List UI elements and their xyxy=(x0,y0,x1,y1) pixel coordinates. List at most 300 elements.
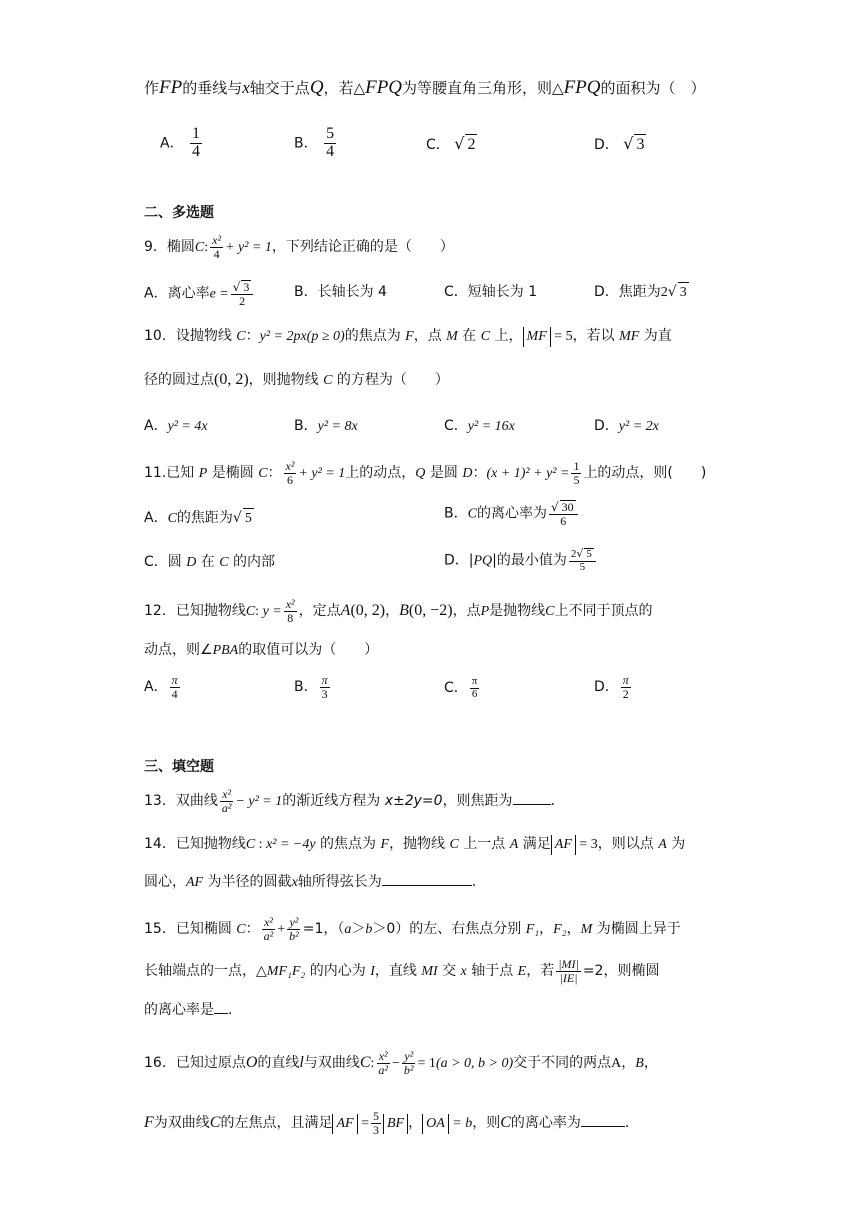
math: M xyxy=(580,922,593,938)
q13-fraction xyxy=(220,788,234,814)
math: C xyxy=(245,837,256,852)
text: . xyxy=(550,793,556,810)
abs-math: AF xyxy=(551,835,576,855)
text: ，抛物线 xyxy=(389,836,450,852)
math: A xyxy=(509,837,519,852)
math: P xyxy=(480,604,490,620)
fraction xyxy=(621,674,631,700)
math: = 3 xyxy=(575,837,598,852)
text: 上的动点，则( ) xyxy=(583,465,707,482)
math: D xyxy=(462,466,473,482)
math: P xyxy=(198,466,208,482)
q11-option-d[interactable] xyxy=(444,548,598,573)
math: MF₁F₂ xyxy=(266,964,306,980)
sqrt-icon: √ xyxy=(550,500,559,514)
q8-text-0: 作 xyxy=(144,79,160,97)
math: + y² = 1 xyxy=(298,466,346,482)
text: ＞ xyxy=(351,921,366,938)
text: ，点 xyxy=(413,328,447,344)
numerator: π xyxy=(321,673,328,687)
q9-stem-line xyxy=(144,234,454,260)
text: 的焦点为 xyxy=(344,328,406,344)
math: C xyxy=(323,373,333,388)
option-label: A． xyxy=(160,135,184,152)
text: ： xyxy=(267,465,282,482)
text: 为 xyxy=(666,836,686,852)
text: ，若以 xyxy=(572,328,620,344)
option-label: B．长轴长为 4 xyxy=(294,284,387,300)
abs-math: AF xyxy=(332,1114,357,1134)
denominator: a² xyxy=(378,1062,389,1077)
section-heading-fill-in: 三、填空题 xyxy=(144,759,214,775)
math: C xyxy=(245,604,256,620)
q8-text-8: 为等腰直角三角形，则△ xyxy=(402,79,564,97)
math: y² = 2x xyxy=(618,419,659,434)
answer-blank[interactable] xyxy=(214,1013,228,1014)
denominator: 3 xyxy=(321,686,328,701)
q13-stem-line xyxy=(144,788,555,814)
denominator: 4 xyxy=(192,142,201,160)
q8-math-q: Q xyxy=(309,77,324,98)
text: =1，（ xyxy=(302,921,345,938)
q11-fraction-2 xyxy=(571,460,581,486)
q8-option-b[interactable] xyxy=(294,126,338,161)
text: 的直线 xyxy=(257,1055,300,1072)
q15-stem-line-3 xyxy=(144,1000,232,1020)
option-label: D． xyxy=(594,679,619,696)
q9-option-a[interactable] xyxy=(144,280,255,307)
text: |的最小值为 xyxy=(492,552,567,569)
math: A xyxy=(611,1056,622,1072)
text: 上一点 xyxy=(458,836,510,852)
q9-colon: : xyxy=(204,240,209,256)
math: E xyxy=(517,964,527,980)
q8-math-fpq2: FPQ xyxy=(563,77,601,98)
text: 与双曲线 xyxy=(303,1055,360,1072)
answer-blank[interactable] xyxy=(581,1126,625,1127)
answer-blank[interactable] xyxy=(513,804,551,805)
numerator: x² xyxy=(285,597,295,611)
math: : xyxy=(255,604,263,620)
text: . xyxy=(624,1115,630,1132)
q12-option-b[interactable] xyxy=(294,674,332,700)
option-label: B． xyxy=(294,135,318,152)
math: b xyxy=(365,922,373,938)
text: 的内心为 xyxy=(305,963,371,980)
text: 的焦距为 xyxy=(176,510,233,526)
numerator: π xyxy=(622,673,629,687)
q8-text-4: 轴交于点 xyxy=(249,79,310,97)
numerator: |MI| xyxy=(558,957,579,971)
text: 10．设抛物线 xyxy=(144,328,237,344)
math: (x + 1)² + y² = xyxy=(486,466,570,482)
math: C xyxy=(167,511,177,526)
q8-option-c[interactable] xyxy=(426,134,477,155)
text: 上不同于顶点的 xyxy=(554,603,653,620)
math: C xyxy=(236,329,246,344)
math: C xyxy=(209,1114,221,1132)
math: C xyxy=(236,922,246,938)
math: − y² = 1 xyxy=(235,794,283,810)
math: C xyxy=(467,506,477,522)
text: 为直 xyxy=(639,328,672,344)
math: (0, 2) xyxy=(214,371,249,388)
q9-math-rest: + y² = 1 xyxy=(225,240,272,256)
math: y² = 4x xyxy=(167,419,208,434)
denominator: 2 xyxy=(622,686,629,701)
fraction xyxy=(170,674,180,700)
q8-text-10: 的面积为（ ） xyxy=(600,79,706,97)
text: 14．已知抛物线 xyxy=(144,836,246,852)
math: = xyxy=(357,1116,369,1132)
math: MF xyxy=(619,329,640,344)
q11-stem-line xyxy=(144,460,706,486)
text: ， xyxy=(643,1055,658,1072)
text: ，则 xyxy=(472,1115,501,1132)
math: Q xyxy=(415,466,426,482)
math: e = xyxy=(209,286,229,302)
q11-d-fraction xyxy=(569,548,596,573)
radicand: 3 xyxy=(243,280,250,294)
numerator: π xyxy=(171,673,178,687)
text: 15．已知椭圆 xyxy=(144,921,237,938)
option-label: D．焦距为 xyxy=(594,284,661,300)
q11-fraction-1 xyxy=(284,460,297,486)
q11-option-b[interactable] xyxy=(444,500,580,527)
sqrt-icon: √ xyxy=(623,134,634,153)
math: PQ xyxy=(473,553,493,569)
text: 为双曲线 xyxy=(153,1115,210,1132)
q16-fraction-1 xyxy=(376,1050,390,1076)
text: 轴于点 xyxy=(466,963,518,980)
abs-math: OA xyxy=(422,1114,449,1134)
text: . xyxy=(228,1002,233,1018)
text: 交于不同的两点 xyxy=(513,1055,612,1072)
radicand: 3 xyxy=(636,136,645,153)
text: 圆心， xyxy=(144,874,186,890)
q10-stem-line-2 xyxy=(144,370,449,391)
numerator: 1 xyxy=(192,125,201,142)
q11-option-c[interactable] xyxy=(144,552,275,573)
denominator: 2 xyxy=(239,293,246,308)
q8-stem-line xyxy=(144,78,706,98)
math: y² = 2px(p ≥ 0) xyxy=(259,329,345,344)
math: B xyxy=(399,602,409,620)
math: AF xyxy=(186,875,204,890)
numerator: x² xyxy=(285,459,295,473)
math: + xyxy=(277,922,286,938)
numerator: 5 xyxy=(372,1109,379,1123)
q9-text: 9．椭圆 xyxy=(144,239,195,256)
denominator: 6 xyxy=(287,472,293,487)
coefficient: 2 xyxy=(570,548,577,560)
text: 是椭圆 xyxy=(207,465,259,482)
q9-fraction xyxy=(210,234,223,260)
math: : xyxy=(255,837,267,852)
math: x xyxy=(460,964,467,980)
text: 径的圆过点 xyxy=(144,372,214,388)
denominator: 5 xyxy=(573,472,580,487)
math: M xyxy=(446,329,458,344)
text: ， xyxy=(566,921,581,938)
q12-stem-line-2 xyxy=(144,640,378,661)
sqrt-icon: √ xyxy=(232,510,242,526)
text: ，则焦距为 xyxy=(442,793,513,810)
radicand: 2 xyxy=(467,136,476,153)
radicand: 5 xyxy=(586,548,592,560)
text: . xyxy=(471,874,477,890)
math: C xyxy=(258,466,268,482)
option-label: B． xyxy=(294,679,318,696)
q9-option-b[interactable] xyxy=(294,282,387,302)
math: = 1 xyxy=(417,1056,436,1072)
q11-option-a[interactable] xyxy=(144,508,254,529)
q12-option-a[interactable] xyxy=(144,674,182,700)
math: = b xyxy=(448,1116,473,1132)
q16-fraction-3 xyxy=(371,1110,381,1136)
option-label: C． xyxy=(426,137,450,153)
text: 11.已知 xyxy=(144,465,199,482)
q8-option-d[interactable] xyxy=(594,134,646,155)
q10-option-b[interactable] xyxy=(294,416,358,437)
text: 在 xyxy=(196,554,220,570)
math: x xyxy=(291,875,298,890)
text: ，定点 xyxy=(298,603,341,620)
math: F₁ xyxy=(525,922,540,938)
denominator: 4 xyxy=(213,246,220,261)
text: 的内部 xyxy=(228,554,276,570)
text: 上， xyxy=(490,328,523,344)
denominator: a² xyxy=(221,800,232,815)
text: 交 xyxy=(437,963,461,980)
q8-math-fp: FP xyxy=(159,77,183,98)
math: C xyxy=(500,1114,511,1132)
numerator: y² xyxy=(289,915,299,929)
q10-option-a[interactable] xyxy=(144,416,208,437)
q10-option-d[interactable] xyxy=(594,416,659,437)
text: ，则以点 xyxy=(597,836,659,852)
numerator: π xyxy=(471,675,478,687)
text: 13．双曲线 xyxy=(144,793,218,810)
q15-fraction-1 xyxy=(262,916,276,942)
text: 的离心率是 xyxy=(144,1002,214,1018)
text: 的取值可以为（ ） xyxy=(238,642,379,658)
math: I xyxy=(370,964,375,980)
option-label: A．离心率 xyxy=(144,285,210,302)
sqrt-icon: √ xyxy=(576,547,584,560)
option-label: A． xyxy=(144,510,168,526)
q9-option-c[interactable] xyxy=(444,282,537,302)
option-label: C． xyxy=(444,680,468,697)
math: x±2y=0 xyxy=(384,793,443,810)
math: y = xyxy=(262,604,282,620)
q16-fraction-2 xyxy=(402,1050,416,1076)
math: C xyxy=(545,604,555,620)
math: O xyxy=(245,1054,258,1072)
q8-math-fpq1: FPQ xyxy=(365,77,403,98)
q8-text-2: 的垂线与 xyxy=(182,79,243,97)
radicand: 5 xyxy=(243,508,254,529)
numerator: x² xyxy=(222,787,232,801)
denominator: 8 xyxy=(287,610,294,625)
section-heading-multiple-choice: 二、多选题 xyxy=(144,205,214,221)
math: D xyxy=(186,555,197,570)
text: 的焦点为 xyxy=(315,836,381,852)
text: 的渐近线方程为 xyxy=(282,793,385,810)
math: 2 xyxy=(660,285,668,300)
numerator: x² xyxy=(378,1049,388,1063)
math: x² = −4y xyxy=(266,837,316,852)
math: C xyxy=(449,837,459,852)
numerator: x² xyxy=(212,233,222,247)
option-label: C． xyxy=(444,418,468,434)
math: a xyxy=(344,922,352,938)
abs-math: BF xyxy=(383,1114,408,1134)
sqrt-icon: √ xyxy=(232,280,241,294)
q9-a-fraction xyxy=(231,280,254,307)
numerator: y² xyxy=(404,1049,414,1063)
option-label: D． xyxy=(594,418,619,434)
option-label: C．短轴长为 1 xyxy=(444,284,538,300)
text: 的离心率为 xyxy=(476,505,547,522)
text: ， xyxy=(539,921,554,938)
option-label: A． xyxy=(144,418,168,434)
text: ： xyxy=(245,921,260,938)
text: 为椭圆上异于 xyxy=(592,921,681,938)
denominator: a² xyxy=(263,928,274,943)
q12-stem-line-1 xyxy=(144,598,652,624)
text: ，点 xyxy=(452,603,481,620)
radicand: 3 xyxy=(678,282,689,303)
math: C xyxy=(480,329,491,344)
q8-option-a[interactable] xyxy=(160,126,204,161)
q9-text-end: ，下列结论正确的是（ ） xyxy=(271,239,454,256)
math: A xyxy=(340,602,351,620)
math: = 5 xyxy=(550,329,573,344)
option-label: B． xyxy=(444,505,468,522)
math: C xyxy=(359,1054,371,1072)
text: 动点，则∠ xyxy=(144,642,213,658)
q15-stem-line-1 xyxy=(144,916,681,942)
q16-stem-line-2 xyxy=(144,1110,629,1136)
option-label: B． xyxy=(294,418,318,434)
text: 是抛物线 xyxy=(489,603,546,620)
denominator: 4 xyxy=(326,142,335,160)
q8-b-fraction xyxy=(324,126,336,161)
text: ＞0）的左、右焦点分别 xyxy=(372,921,526,938)
math: F xyxy=(380,837,390,852)
text: 的左焦点，且满足 xyxy=(220,1115,333,1132)
text: 16．已知过原点 xyxy=(144,1055,246,1072)
math: : xyxy=(370,1056,375,1072)
denominator: 4 xyxy=(171,686,178,701)
sqrt-icon: √ xyxy=(454,134,465,153)
q15-fraction-3 xyxy=(556,958,581,984)
denominator: 6 xyxy=(560,513,567,528)
numerator: 5 xyxy=(326,125,335,142)
q12-option-d[interactable] xyxy=(594,674,633,700)
option-label: A． xyxy=(144,679,168,696)
q15-stem-line-2 xyxy=(144,958,659,984)
text: 长轴端点的一点，△ xyxy=(144,963,267,980)
math: F₂ xyxy=(553,922,567,938)
text: 满足 xyxy=(518,836,551,852)
text: ，直线 xyxy=(374,963,422,980)
math: (0, 2) xyxy=(350,602,386,620)
q9-math-c: C xyxy=(194,240,205,256)
text: ，若 xyxy=(526,963,555,980)
q10-stem-line-1 xyxy=(144,326,672,347)
math: MI xyxy=(421,964,438,980)
text: ： xyxy=(245,328,260,344)
denominator: b² xyxy=(403,1062,414,1077)
math: PBA xyxy=(212,643,239,658)
math: y² = 8x xyxy=(317,419,358,434)
text: 为半径的圆截 xyxy=(203,874,292,890)
denominator: |IE| xyxy=(559,970,578,985)
fraction xyxy=(320,674,330,700)
numerator: 1 xyxy=(573,459,580,473)
math: B xyxy=(635,1056,644,1072)
radicand: 30 xyxy=(561,500,574,514)
text: 在 xyxy=(457,328,481,344)
text: 上的动点， xyxy=(345,465,416,482)
q11-b-fraction xyxy=(549,500,578,527)
math: (a > 0, b > 0) xyxy=(435,1056,514,1072)
math: l xyxy=(299,1054,304,1072)
math: y² = 16x xyxy=(467,419,515,434)
math: − xyxy=(392,1056,400,1072)
text: ，则抛物线 xyxy=(248,372,324,388)
denominator: 3 xyxy=(372,1122,379,1137)
option-label: D． xyxy=(594,137,619,153)
text: 12．已知抛物线 xyxy=(144,603,246,620)
denominator: b² xyxy=(289,928,299,943)
q9-option-d[interactable] xyxy=(594,282,689,303)
answer-blank[interactable] xyxy=(382,885,472,886)
text: ， xyxy=(408,1115,423,1132)
text: ： xyxy=(472,465,487,482)
q16-stem-line-1 xyxy=(144,1050,658,1076)
math: (0, −2) xyxy=(408,602,453,620)
text: 轴所得弦长为 xyxy=(297,874,382,890)
text: =2，则椭圆 xyxy=(582,963,660,980)
math: F xyxy=(405,329,414,344)
q14-stem-line-2 xyxy=(144,872,476,893)
text: 的离心率为 xyxy=(510,1115,581,1132)
sqrt-icon: √ xyxy=(667,284,677,300)
fraction xyxy=(470,676,480,700)
q8-text-6: ，若△ xyxy=(323,79,366,97)
q12-fraction xyxy=(284,598,297,624)
denominator: 6 xyxy=(471,687,478,700)
q15-fraction-2 xyxy=(287,916,301,942)
denominator: 5 xyxy=(579,560,586,573)
q14-stem-line-1 xyxy=(144,834,685,855)
math: A xyxy=(658,837,667,852)
math: C xyxy=(219,555,229,570)
q12-option-c[interactable] xyxy=(444,676,481,700)
option-label: C．圆 xyxy=(144,554,187,570)
text: 的方程为（ ） xyxy=(332,372,449,388)
text: ， xyxy=(621,1055,636,1072)
numerator: x² xyxy=(263,915,273,929)
q8-math-x: x xyxy=(242,78,250,97)
q8-a-fraction xyxy=(190,126,202,161)
text: 是圆 xyxy=(425,465,463,482)
q10-option-c[interactable] xyxy=(444,416,515,437)
abs-math: MF xyxy=(523,327,551,347)
